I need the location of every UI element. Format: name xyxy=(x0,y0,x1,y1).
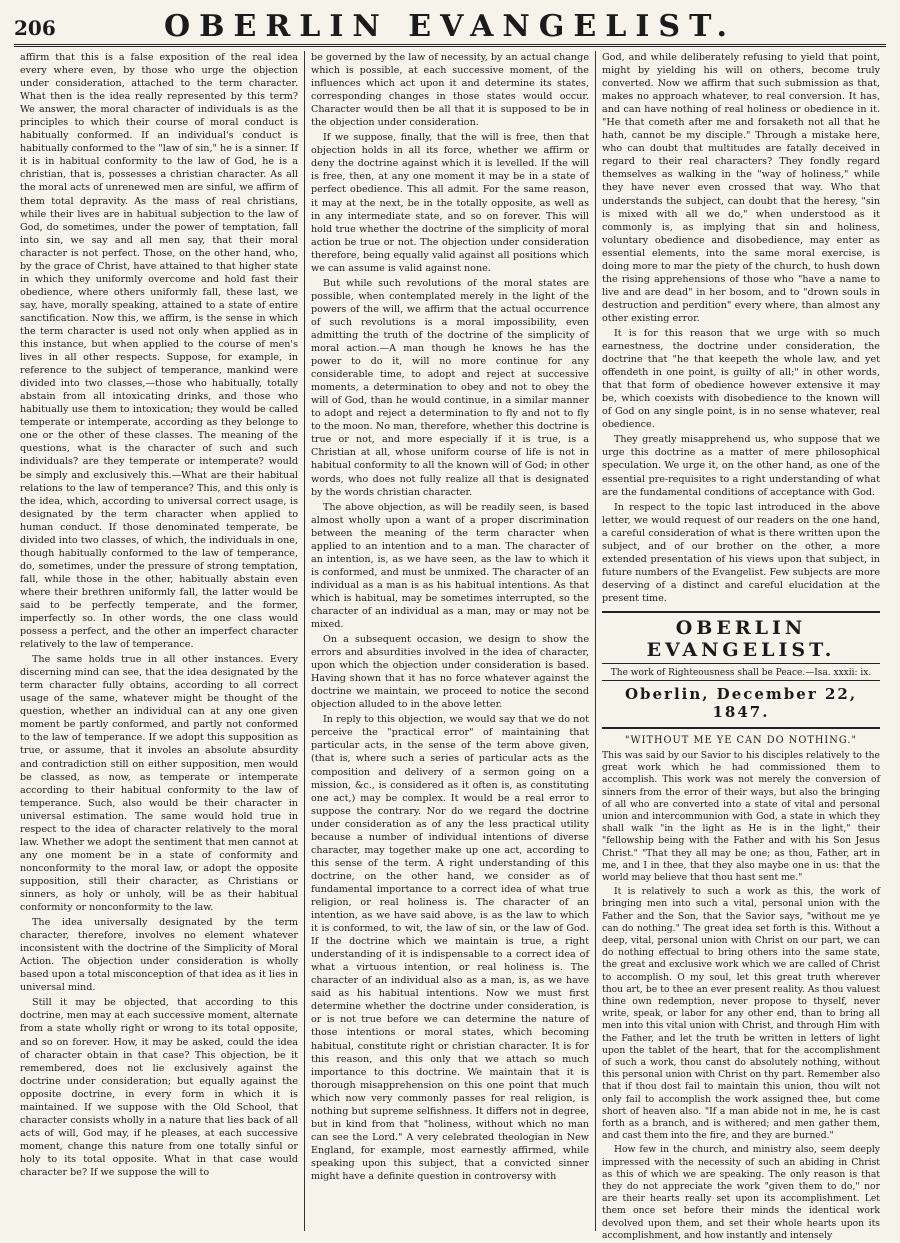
paragraph: Still it may be objected, that according to this doctrine, men may at each successive moment, alternate from a state wholly right or wrong to its total opposite, and so on forever. How, it may be asked, could the idea of character obtain in that case? This objection, be it remembered, does not lie exclusively against the doctrine under consideration; but equally against the opposite doctrine, in every form in which it is maintained. If we suppose with the Old School, that character consists wholly in a nature that lies back of all acts of will, God may, if he pleases, at each successive moment, change this nature from one totally sinful or holy to its total opposite. What in that case would character be? If we suppose the will to xyxy=(20,997,298,1178)
paragraph: The same holds true in all other instances. Every discerning mind can see, that the idea designated by the term character fully obtains, according to all correct usage of the same, whatever might be thought of the question, whether an individual can at any one given moment be partly conformed, and partly not conformed to the law of temperance. If we adopt this supposition as true, or assume, that it involes an absolute absurdity and contradiction still on either supposition, men would be classed, as now, as temperate or intemperate according to their habitual conformity to the law of temperance. Such, also would be their character in universal estimation. The same would hold true in respect to the idea of character relatively to the moral law. Whether we adopt the sentiment that men cannot at any one moment be in a state of conformity and nonconformity to the moral law, or adopt the opposite supposition, still their character, as Christians or sinners, as holy or unholy, will be as their habitual conformity or nonconformity to the law. xyxy=(20,654,298,914)
paragraph: In reply to this objection, we would say that we do not perceive the "practical error" of maintaining that particular acts, in the sense of the term above given, (that is, where such a series of particular acts as the composition and delivery of a sermon going on a mission, &c., is considered as it often is, as constituting one act,) may be complex. It would be a real error to suppose the contrary. Nor do we regard the doctrine under consideration as of any the less practical utility because a number of individual intentions of diverse character, may together make up one act, according to this sense of the term. A right understanding of this doctrine, on the other hand, we consider as of fundamental importance to a correct idea of what true religion, or real holiness is. The character of an intention, as we have said above, is as the law to which it is conformed, to wit, the law of sin, or the law of God. If the doctrine which we maintain is true, a right understanding of it is indispensable to a correct idea of what a virtuous intention, or real holiness is. The character of an individual also as a man, is, as we have said as his habitual intentions. Now we must first determine whether the doctrine under consideration, is or is not true before we can determine the nature of those intentions or moral states, which becoming habitual, constitute right or christian character. It is for this reason, and this only that we attach so much importance to this doctrine. We maintain that it is thorough misapprehension on this one point that much which now very commonly passes for real religion, is nothing but supreme selfishness. It differs not in degree, but in kind from that "holiness, without which no man can see the Lord." A very celebrated theologian in New England, for example, most earnestly affirmed, while speaking upon this subject, that a convicted sinner might have a definite question in controversy with xyxy=(311,714,589,1182)
paragraph: It is for this reason that we urge with so much earnestness, the doctrine under consideration, the doctrine that "he that keepeth the whole law, and yet offendeth in one point, is guilty of all;" in other words, that that form of obedience however extensive it may be, which coexists with disobedience to the known will of God on any single point, is in no sense whatever, real obedience. xyxy=(602,327,880,431)
section-title: OBERLIN EVANGELIST. xyxy=(646,616,836,661)
paragraph: God, and while deliberately refusing to yield that point, might by yielding his will on others, become truly converted. Now we affirm that such submission as that, makes no approach whatever, to real conversion. It has, and can have nothing of real holiness or obedience in it. "He that cometh after me and forsaketh not all that he hath, cannot be my disciple." Through a mistake here, who can doubt that multitudes are fatally deceived in regard to their real characters? They fondly regard themselves as walking in the "way of holiness," while they have never even crossed that way. Who that understands the subject, can doubt that the heresy, "sin is mixed with all we do," when understood as it commonly is, as implying that sin and holiness, voluntary obedience and disobedience, may enter as essential elements, into the same moral exercise, is doing more to mar the piety of the church, to hush down the rising apprehensions of those who "have a name to live and are dead" in her bosom, and to "drown souls in destruction and perdition" every where, than almost any other existing error. xyxy=(602,52,880,324)
dateline: Oberlin, December 22, 1847. xyxy=(624,684,858,721)
paragraph: But while such revolutions of the moral states are possible, when contemplated merely in the light of the powers of the will, we affirm that the actual occurrence of such revolutions is a moral impossibility, even admitting the truth of the doctrine of the simplicity of moral action.—A man though he knows he has the power to do it, will no more continue for any considerable time, to adopt and reject at successive moments, a determination to obey and not to obey the will of God, than he would continue, in a similar manner to adopt and reject a determination to fly and not to fly to the moon. No man, therefore, whether this doctrine is true or not, and more especially if it is true, is a Christian at all, whose uniform course of life is not in habitual conformity to all the known will of God; in other words, who does not fully realize all that is designated by the words christian character. xyxy=(311,277,589,498)
paragraph: be governed by the law of necessity, by an actual change which is possible, at each successive moment, of the influences which act upon it and determine its states, corresponding changes in those states would occur. Character would then be all that it is supposed to be in the objection under consideration. xyxy=(311,52,589,129)
column-2 xyxy=(304,51,595,1231)
section-rule xyxy=(602,611,880,613)
column-3 xyxy=(595,51,886,1241)
page-header xyxy=(14,10,886,47)
paragraph: If we suppose, finally, that the will is free, then that objection holds in all its force, whether we affirm or deny the doctrine against which it is levelled. If the will is free, then, at any one moment it may be in a state of perfect obedience. This all admit. For the same reason, it may at the next, be in the totally opposite, as well as in any intermediate state, and so on forever. This will hold true whether the doctrine of the simplicity of moral action be true or not. The objection under consideration therefore, being equally valid against all positions which we can assume is valid against none. xyxy=(311,132,589,274)
masthead: OBERLIN EVANGELIST. xyxy=(164,9,736,44)
paragraph: They greatly misapprehend us, who suppose that we urge this doctrine as a matter of mere philosophical speculation. We urge it, on the other hand, as one of the essential pre-requisites to a right understanding of what are the fundamental conditions of acceptance with God. xyxy=(602,434,880,498)
section-rule xyxy=(602,680,880,681)
section-rule xyxy=(602,727,880,729)
paragraph: The idea universally designated by the term character, therefore, involves no element whatever inconsistent with the doctrine of the Simplicity of Moral Action. The objection under consideration is wholly based upon a total misconception of that idea as it lies in universal mind. xyxy=(20,917,298,994)
column-1 xyxy=(14,51,304,1231)
article-title: "WITHOUT ME YE CAN DO NOTHING." xyxy=(625,734,857,746)
paragraph: This was said by our Savior to his disciples relatively to the great work which he had commissioned them to accomplish. This work was not merely the conversion of sinners from the error of their ways, but also the bringing of all who are converted into a state of vital and personal union and intercommunion with God, a state in which they shall walk "in the light as He is in the light," their "fellowship being with the Father and with his Son Jesus Christ." "That they all may be one; as thou, Father, art in me, and I in thee, that they also maybe one in us: that the world may believe that thou hast sent me." xyxy=(602,749,880,883)
paragraph: How few in the church, and ministry also, seem deeply impressed with the necessity of such an abiding in Christ as this of which we are speaking. The only reason is that they do not appreciate the work "given them to do," nor are their hearts really set upon its accomplishment. Let them once set before their minds the identical work devolved upon them, and set their whole hearts upon its accomplishment, and how instantly and intensely xyxy=(602,1144,880,1241)
section-rule xyxy=(602,663,880,664)
paragraph: affirm that this is a false exposition of the real idea every where even, by those who urge the objection under consideration, attached to the term character. What then is the idea really represented by this term? We answer, the moral character of individuals is as the principles to which their course of moral conduct is habitually conformed. If an individual's conduct is habitually conformed to the "law of sin," he is a sinner. If it is in habitual conformity to the law of God, he is a christian, that is, possesses a christian character. As all the moral acts of unrenewed men are sinful, we affirm of them total depravity. As the mass of real christians, while their lives are in habitual subjection to the law of God, do sometimes, under the power of temptation, fall into sin, we say and all men say, that their moral character is not perfect. Those, on the other hand, who, by the grace of Christ, have attained to that higher state in which they uniformly overcome and hold fast their obedience, where others uniformly fall, these last, we say, have, morally speaking, attained to a state of entire sanctification. Now this, we affirm, is the sense in which the term character is used not only when applied as in this instance, but when applied to the course of men's lives in all other respects. Suppose, for example, in reference to the subject of temperance, mankind were divided into two classes,—those who habitually, totally abstain from all intoxicating drinks, and those who habitually use them to intoxication; they would be called temperate or intemperate, according as they belonge to one or the other of these classes. The meaning of the questions, what is the character of such and such individuals? are they temperate or intemperate? would be simply and exclusively this.—What are their habitual relations to the law of temperance? This, and this only is the idea, which, according to universal correct usage, is designated by the term character when applied to human conduct. If those denominated temperate, be divided into two classes, of which, the individuals in one, though habitually conformed to the law of temperance, do, sometimes, under the pressure of strong temptation, fall, while those in the other, habitually abstain even where their brethren uniformly fall, the latter would be said to be perfectly temperate, and the former, imperfectly so. In other words, the one class would possess a perfect, and the other an imperfect character relatively to the law of temperance. xyxy=(20,52,298,651)
paragraph: On a subsequent occasion, we design to show the errors and absurdities involved in the idea of character, upon which the objection under consideration is based. Having shown that it has no force whatever against the doctrine we maintain, we proceed to notice the second objection alluded to in the above letter. xyxy=(311,634,589,711)
article-body xyxy=(602,750,880,1242)
paragraph: The above objection, as will be readily seen, is based almost wholly upon a want of a proper discrimination between the meaning of the term character when applied to an intention and to a man. The character of an intention, is, as we have seen, as the law to which it is conformed, and must be unmixed. The character of an individual as a man is as his habitual intentions. As that which is habitual, may be sometimes interrupted, so the character of an individual as a man, may or may not be mixed. xyxy=(311,501,589,631)
paragraph: It is relatively to such a work as this, the work of bringing men into such a vital, personal union with the Father and the Son, that the Savior says, "without me ye can do nothing." The great idea set forth is this. Without a deep, vital, personal union with Christ on our part, we can do nothing effectual to bring others into the same state, the great and exclusive work which we are called of Christ to accomplish. O my soul, let this great truth wherever thou art, be to thee an ever present reality. As thou valuest thine own redemption, never propose to thyself, never write, speak, or labor for any other end, than to bring all men into this vital union with Christ, and through Him with the Father, and let the truth be written in letters of light upon the tablet of the heart, that for the accomplishment of such a work, thou canst do absolutely nothing, without this personal union with Christ on thy part. Remember also that if thou dost fail to maintain this union, thou wilt not only fail to accomplish the work assigned thee, but come short of heaven also. "If a man abide not in me, he is cast forth as a branch, and is withered; and men gather them, and cast them into the fire, and they are burned." xyxy=(602,886,880,1142)
page-number: 206 xyxy=(14,16,56,40)
paragraph: In respect to the topic last introduced in the above letter, we would request of our readers on the one hand, a careful consideration of what is there written upon the subject, and of our brother on the other, a more extended presentation of his views upon that subject, in future numbers of the Evangelist. Few subjects are more deserving of a distinct and careful elucidation at the present time. xyxy=(602,501,880,604)
columns xyxy=(14,51,886,1241)
motto: The work of Righteousness shall be Peace.—Isa. xxxii: ix. xyxy=(610,667,872,678)
